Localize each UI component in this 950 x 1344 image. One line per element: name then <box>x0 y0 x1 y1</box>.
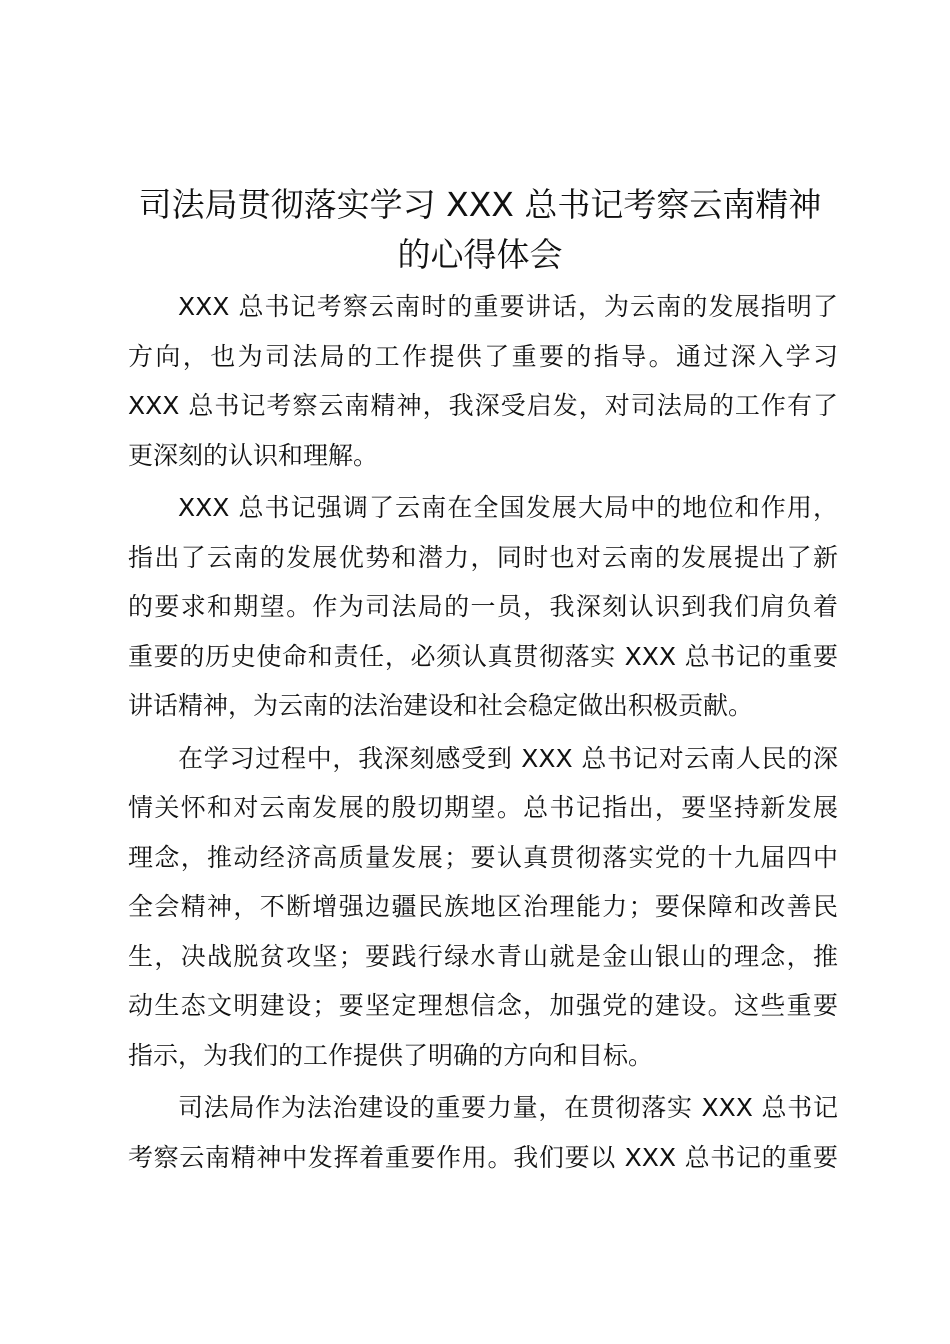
text-line: 方向，也为司法局的工作提供了重要的指导。通过深入学习 <box>128 341 838 371</box>
text-line: 在学习过程中，我深刻感受到 XXX 总书记对云南人民的深 <box>178 743 838 773</box>
title-line-1: 司法局贯彻落实学习 XXX 总书记考察云南精神 <box>138 185 822 224</box>
text-line: 考察云南精神中发挥着重要作用。我们要以 XXX 总书记的重要 <box>128 1142 838 1172</box>
title-line-2: 的心得体会 <box>397 235 563 274</box>
text-line: 理念，推动经济高质量发展；要认真贯彻落实党的十九届四中 <box>128 842 838 872</box>
text-line: XXX 总书记强调了云南在全国发展大局中的地位和作用， <box>178 493 838 522</box>
text-line: 讲话精神，为云南的法治建设和社会稳定做出积极贡献。 <box>128 691 754 720</box>
text-line: XXX 总书记考察云南精神，我深受启发，对司法局的工作有了 <box>128 391 838 420</box>
text-line: 生，决战脱贫攻坚；要践行绿水青山就是金山银山的理念，推 <box>128 941 838 971</box>
text-line: 情关怀和对云南发展的殷切期望。总书记指出，要坚持新发展 <box>128 793 838 822</box>
paragraph-4 <box>128 1083 838 1182</box>
text-line: 更深刻的认识和理解。 <box>128 440 379 470</box>
text-line: 指示，为我们的工作提供了明确的方向和目标。 <box>128 1040 654 1070</box>
paragraph-3 <box>128 734 838 1081</box>
text-line: XXX 总书记考察云南时的重要讲话，为云南的发展指明了 <box>178 292 838 321</box>
text-line: 动生态文明建设；要坚定理想信念，加强党的建设。这些重要 <box>128 991 838 1020</box>
text-line: 全会精神，不断增强边疆民族地区治理能力；要保障和改善民 <box>128 892 838 921</box>
paragraph-1 <box>128 282 838 480</box>
text-line: 的要求和期望。作为司法局的一员，我深刻认识到我们肩负着 <box>128 592 838 621</box>
document-body <box>128 282 838 1185</box>
paragraph-2 <box>128 483 838 731</box>
text-line: 司法局作为法治建设的重要力量，在贯彻落实 XXX 总书记 <box>178 1093 838 1122</box>
text-line: 指出了云南的发展优势和潜力，同时也对云南的发展提出了新 <box>128 542 838 572</box>
document-title <box>110 180 850 280</box>
text-line: 重要的历史使命和责任，必须认真贯彻落实 XXX 总书记的重要 <box>128 641 838 671</box>
